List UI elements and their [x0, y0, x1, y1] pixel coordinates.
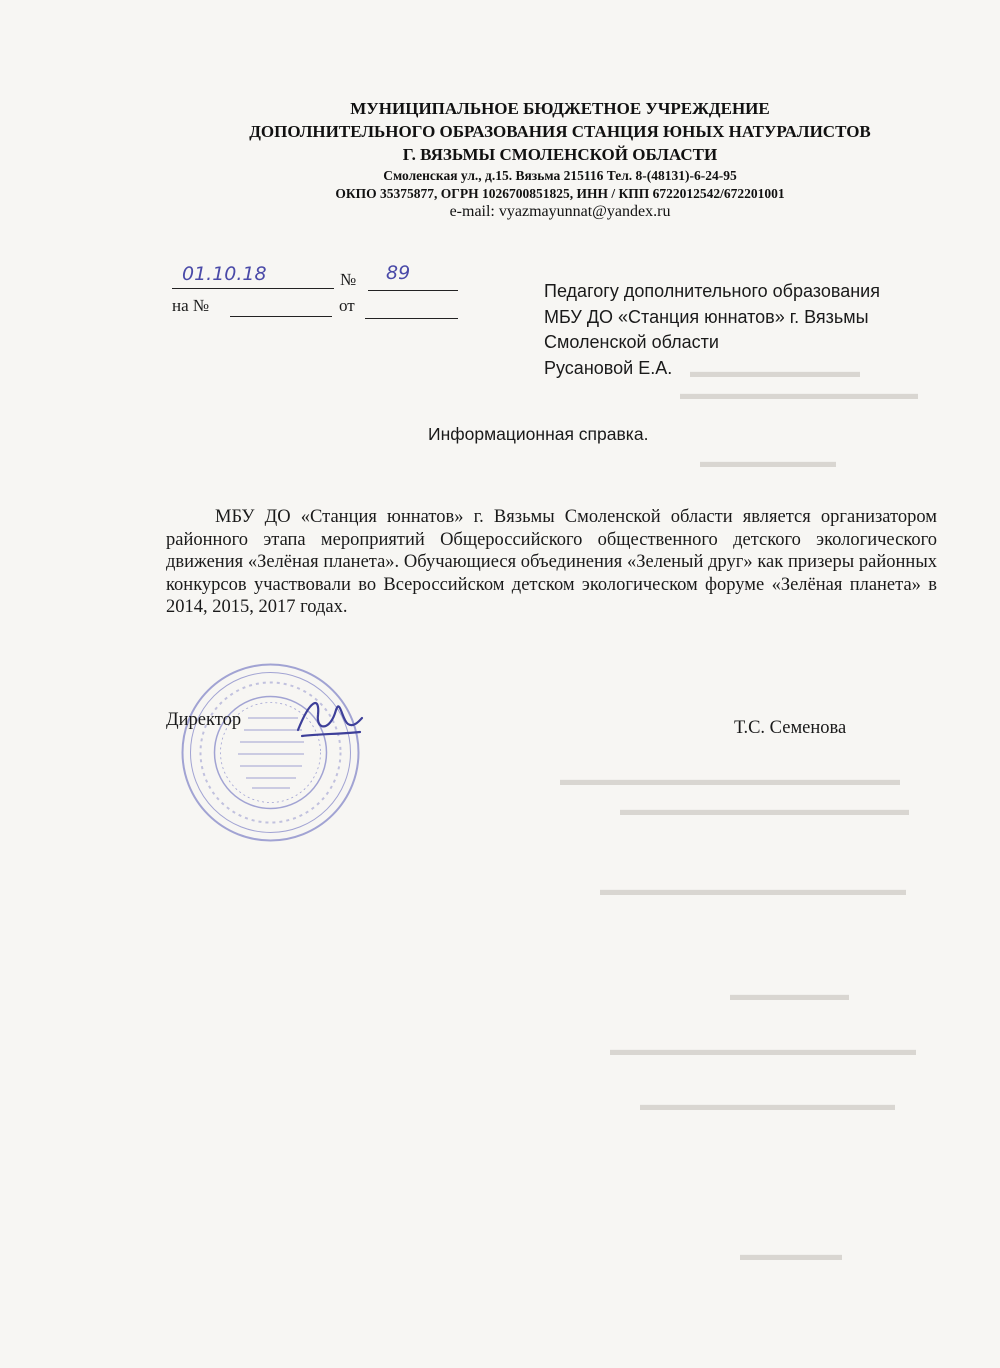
addressee-block [544, 279, 880, 381]
signatory-position: Директор [166, 710, 242, 730]
org-address: Смоленская ул., д.15. Вязьма 215116 Тел. 8-(48131)-6-24-95 [383, 168, 737, 183]
official-stamp [178, 660, 363, 845]
outgoing-date: 01.10.18 [182, 263, 267, 285]
document-title: Информационная справка. [428, 424, 649, 444]
number-label: № [340, 270, 357, 289]
org-email: e-mail: vyazmayunnat@yandex.ru [449, 203, 671, 220]
addressee-line-1: Педагогу дополнительного образования [544, 281, 880, 301]
org-name-line-1: МУНИЦИПАЛЬНОЕ БЮДЖЕТНОЕ УЧРЕЖДЕНИЕ [350, 99, 770, 118]
incoming-date-label: от [339, 296, 355, 315]
outgoing-number: 89 [386, 262, 411, 284]
org-name-line-3: Г. ВЯЗЬМЫ СМОЛЕНСКОЙ ОБЛАСТИ [402, 145, 718, 164]
addressee-line-2: МБУ ДО «Станция юннатов» г. Вязьмы [544, 306, 869, 327]
letter-page: ▬▬▬▬▬▬▬▬▬▬ ▬▬▬▬▬▬▬▬▬▬▬▬▬▬ ▬▬▬▬▬▬▬▬ ▬▬▬▬▬▬▬▬▬▬▬▬▬▬▬▬▬▬▬▬ ▬▬▬▬▬▬▬▬▬▬▬▬▬▬▬▬▬ ▬▬▬▬▬▬▬▬▬▬▬▬▬▬▬▬▬▬ ▬▬▬▬▬▬▬ ▬▬▬▬▬▬▬▬▬▬▬▬▬▬▬▬▬▬ ▬▬▬▬▬▬▬▬▬▬▬▬▬▬▬ ▬▬▬▬▬▬ МУНИЦИПАЛЬНОЕ БЮДЖЕТНОЕ УЧРЕЖДЕНИЕ ДОПОЛНИТЕЛЬНОГО ОБРАЗОВАНИЯ СТАНЦИЯ ЮНЫХ НАТУРАЛИСТОВ Г. ВЯЗЬМЫ СМОЛЕНСКОЙ ОБЛАСТИ Смоленская ул., д.15. Вязьма 215116 Тел. 8-(48131)-6-24-95 ОКПО 35375877, ОГРН 1026700851825, ИНН / КПП 6722012542/672201001 e-mail: vyazmayunnat@yandex.ru 01.10.18 № 89 на № от Педагогу дополнительного образования МБУ ДО «Станция юннатов» г. Вязьмы Смоленской области Русановой Е.А. Информационная справка. МБУ ДО «Станция юннатов» г. Вязьмы Смоленской области является организатором районного этапа мероприятий Общероссийского общественного детского экологического движения «Зелёная планета». Обучающиеся объединения «Зеленый друг» как призеры районных конкурсов участвовали во Всероссийском детском экологическом форуме «Зелёная планета» в 2014, 2015, 2017 годах. Директор Т.С. Семенова [0, 0, 1000, 1368]
org-codes: ОКПО 35375877, ОГРН 1026700851825, ИНН / КПП 6722012542/672201001 [335, 186, 785, 201]
signatory-name: Т.С. Семенова [734, 718, 847, 738]
addressee-line-3: Смоленской области [544, 332, 719, 352]
addressee-line-4: Русановой Е.А. [544, 357, 673, 378]
incoming-number-label: на № [172, 296, 210, 315]
org-name-line-2: ДОПОЛНИТЕЛЬНОГО ОБРАЗОВАНИЯ СТАНЦИЯ ЮНЫХ НАТУРАЛИСТОВ [249, 122, 871, 141]
handwritten-signature [290, 690, 365, 745]
body-paragraph: МБУ ДО «Станция юннатов» г. Вязьмы Смоленской области является организатором районного этапа мероприятий Общероссийского общественного детского экологического движения «Зелёная планета». Обучающиеся объединения «Зеленый друг» как призеры районных конкурсов участвовали во Всероссийском детском экологическом форуме «Зелёная планета» в 2014, 2015, 2017 годах. [166, 507, 937, 618]
